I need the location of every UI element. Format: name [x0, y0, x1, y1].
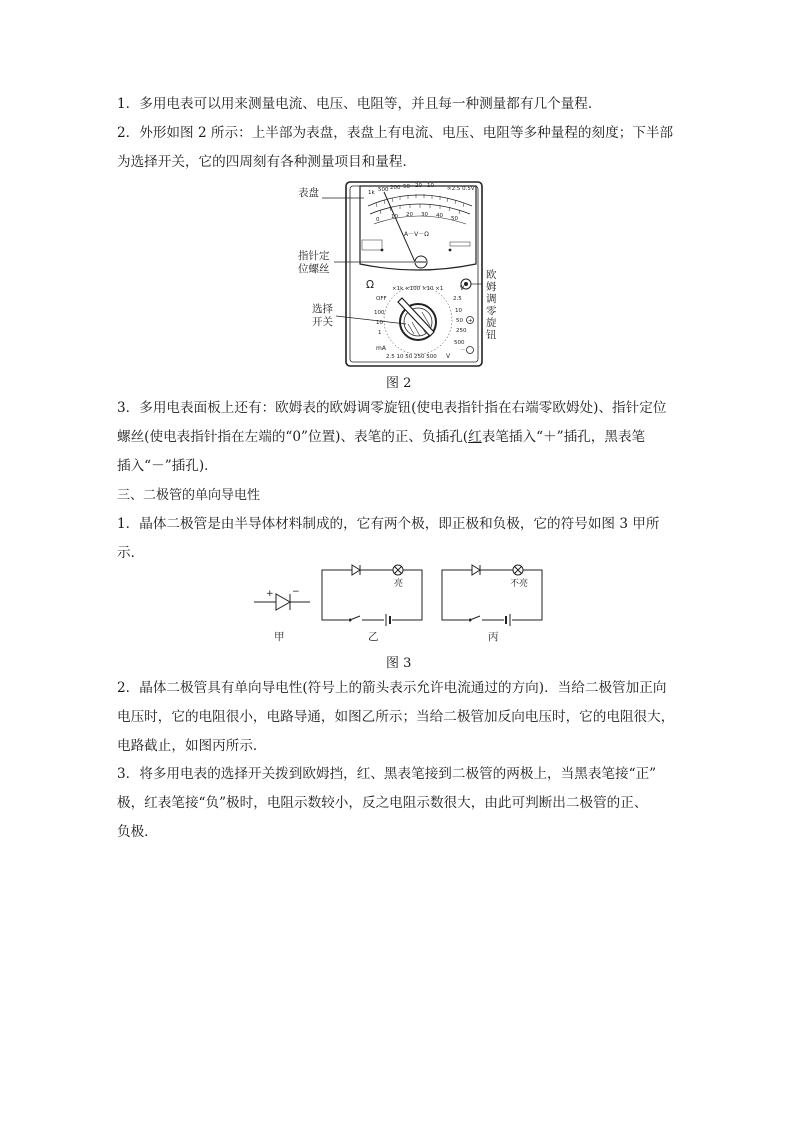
- paragraph-2-line-2: 为选择开关，它的四周刻有各种测量项目和量程．: [117, 154, 417, 170]
- diode-jia: [254, 594, 310, 610]
- label-bing: 丙: [488, 631, 499, 643]
- paragraph-3-line-2: [117, 429, 679, 446]
- lamp-bing: [513, 565, 523, 575]
- label-jia: 甲: [274, 631, 285, 643]
- label-yi: 乙: [368, 631, 379, 643]
- scale-top-3: 50: [403, 184, 410, 190]
- switch-bottom-scale: 2.5 10 50 250 500: [386, 354, 437, 360]
- unit-ma-label: mA: [376, 345, 386, 352]
- scale-mid-2: 20: [406, 212, 413, 218]
- circuit-yi-frame: [322, 570, 422, 620]
- unit-v-bottom: V: [446, 353, 451, 360]
- paragraph-3-line-3: 插入“－”插孔)．: [117, 458, 218, 474]
- label-knob-3: 零: [486, 305, 497, 317]
- label-knob-4: 旋: [486, 317, 497, 329]
- scale-mid-3: 30: [421, 212, 428, 218]
- switch-off-label: OFF: [376, 296, 387, 302]
- lamp-yi: [393, 565, 403, 575]
- label-switch-1: 选择: [312, 303, 333, 315]
- paragraph-3-line-1: 3．多用电表面板上还有：欧姆表的欧姆调零旋钮(使电表指针指在右端零欧姆处)、指针定位: [117, 400, 667, 416]
- diode-yi: [352, 565, 360, 575]
- section-3-p2-line-3: 电路截止，如图丙所示．: [117, 738, 267, 754]
- paragraph-3-red: 红: [468, 429, 482, 445]
- jia-minus: −: [292, 587, 300, 597]
- circuit-bing-frame: [442, 570, 542, 620]
- label-screw-1: 指针定: [298, 250, 330, 262]
- figure-3-diodes: [248, 560, 552, 646]
- paragraph-2-line-1: 2．外形如图 2 所示：上半部为表盘，表盘上有电流、电压、电阻等多种量程的刻度；下半部: [117, 125, 674, 141]
- switch-left-2: 1: [378, 330, 382, 336]
- label-knob-1: 姆: [486, 281, 497, 293]
- section-3-p2-line-2: 电压时，它的电阻很小，电路导通，如图乙所示；当给二极管加反向电压时，它的电阻很大，: [117, 709, 675, 725]
- switch-right-0: 2.5: [453, 296, 462, 302]
- scale-top-2: 200: [390, 185, 401, 191]
- scale-top-0: 1k: [368, 190, 375, 196]
- unit-v-right: V: [460, 285, 465, 292]
- omega-label: Ω: [366, 279, 375, 291]
- switch-left-1: 10: [376, 320, 383, 326]
- jack-minus-sign: －: [460, 348, 466, 354]
- figure-2-multimeter: [290, 176, 510, 372]
- switch-left-0: 100: [374, 310, 385, 316]
- switch-right-2: 50: [456, 318, 463, 324]
- switch-right-3: 250: [456, 328, 467, 334]
- label-knob-5: 钮: [486, 329, 497, 341]
- label-knob-2: 调: [486, 293, 497, 305]
- section-3-p3-line-2: 极，红表笔接“负”极时，电阻示数较小，反之电阻示数很大，由此可判断出二极管的正、: [117, 795, 648, 811]
- label-dial: 表盘: [298, 187, 319, 199]
- dial-dot-left: [381, 249, 384, 252]
- section-3-p1-line-1: 1．晶体二极管是由半导体材料制成的，它有两个极，即正极和负极，它的符号如图 3 甲所: [117, 516, 660, 532]
- figure-3-caption: 图 3: [386, 656, 412, 671]
- label-screw-2: 位螺丝: [298, 263, 330, 275]
- dial-plate-right: [450, 242, 470, 246]
- dial-plate-left: [362, 240, 382, 250]
- section-3-p1-line-2: 示．: [117, 545, 145, 561]
- jack-minus: [467, 347, 474, 354]
- section-3-p3-line-1: 3．将多用电表的选择开关拨到欧姆挡，红、黑表笔接到二极管的两极上，当黑表笔接“正”: [117, 766, 657, 782]
- section-3-heading: 三、二极管的单向导电性: [117, 488, 261, 503]
- ohm-adjust-knob-core: [464, 282, 468, 286]
- switch-right-1: 10: [455, 308, 462, 314]
- section-3-p3-line-3: 负极．: [117, 824, 158, 840]
- lamp-bing-label: 不亮: [510, 579, 529, 589]
- scale-mid-0: 0: [376, 217, 380, 223]
- label-knob-0: 欧: [486, 269, 497, 281]
- jia-plus: +: [266, 589, 274, 599]
- diode-bing: [472, 565, 480, 575]
- switch-right-4: 500: [454, 340, 465, 346]
- scale-mid-5: 50: [451, 216, 458, 222]
- meter-pointer: [384, 192, 415, 262]
- paragraph-1: 1．多用电表可以用来测量电流、电压、电阻等，并且每一种测量都有几个量程．: [117, 96, 602, 112]
- lamp-yi-label: 亮: [394, 579, 404, 589]
- scale-mid-1: 10: [391, 214, 398, 220]
- jack-plus-sign: +: [468, 318, 473, 324]
- paragraph-3-line-2a: 螺丝(使电表指针指在左端的“0”位置)、表笔的正、负插孔(: [117, 429, 469, 445]
- scale-right-note: ∞2.5 0.5V: [447, 186, 475, 192]
- figure-2-caption: 图 2: [386, 376, 412, 391]
- ohm-ranges: ×1k ×100 ×10 ×1: [392, 286, 444, 292]
- scale-top-5: 10: [427, 183, 434, 189]
- section-3-p2-line-1: 2．晶体二极管具有单向导电性(符号上的箭头表示允许电流通过的方向)．当给二极管加正向: [117, 680, 667, 696]
- paragraph-3-line-2b: 表笔插入“＋”插孔，黑表笔: [481, 429, 646, 445]
- scale-top-1: 500: [378, 187, 389, 193]
- label-switch-2: 开关: [312, 316, 333, 328]
- scale-center-label: A－V－Ω: [404, 231, 429, 238]
- dial-dot-right: [449, 249, 452, 252]
- scale-top-4: 20: [415, 183, 422, 189]
- scale-mid-4: 40: [436, 213, 443, 219]
